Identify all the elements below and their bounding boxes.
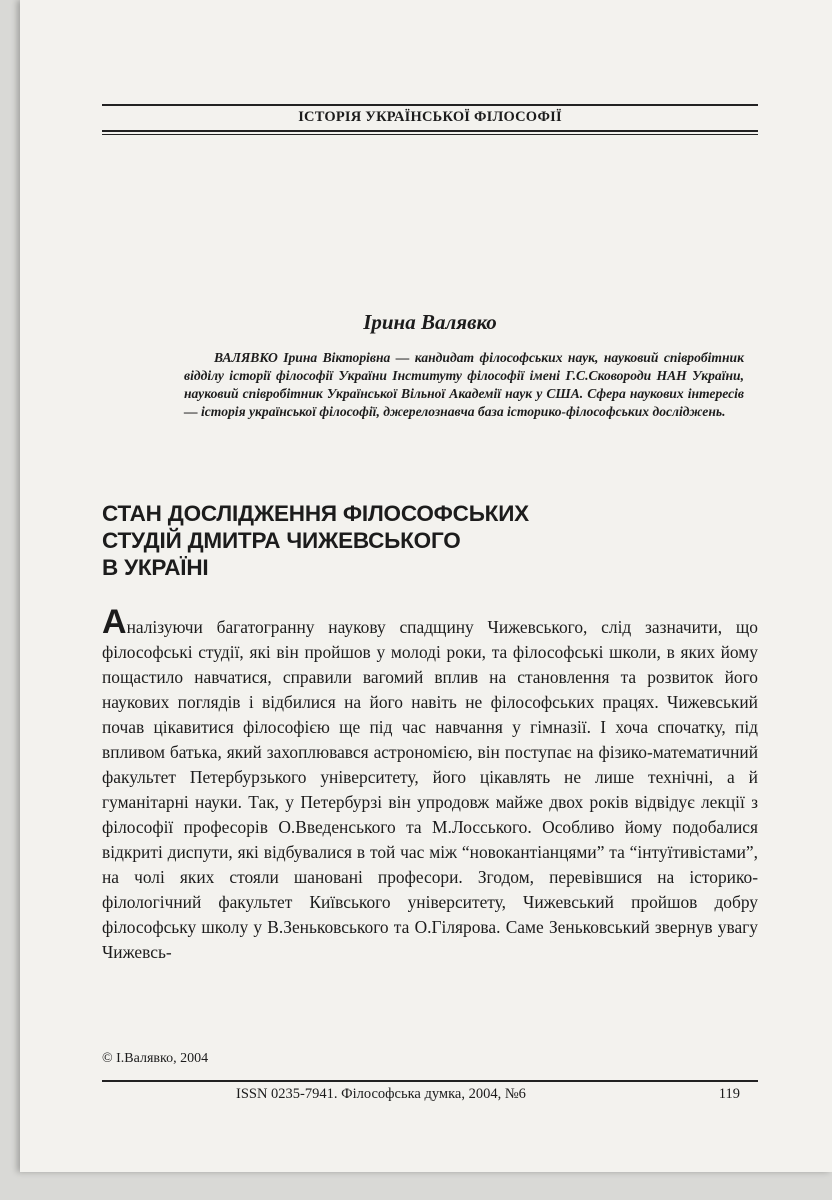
title-line-1: СТАН ДОСЛІДЖЕННЯ ФІЛОСОФСЬКИХ xyxy=(102,501,529,526)
header-rule-bottom xyxy=(102,130,758,132)
title-line-3: В УКРАЇНІ xyxy=(102,555,209,580)
running-head xyxy=(102,104,758,135)
title-line-2: СТУДІЙ ДМИТРА ЧИЖЕВСЬКОГО xyxy=(102,528,461,553)
article-title xyxy=(102,500,758,581)
page-footer xyxy=(102,1086,758,1106)
header-rule-bottom-thin xyxy=(102,134,758,135)
footer-rule xyxy=(102,1080,758,1082)
journal-page xyxy=(20,0,832,1172)
drop-cap: А xyxy=(102,603,127,641)
article-body xyxy=(102,603,758,965)
author-bio: ВАЛЯВКО Ірина Вікторівна — кандидат філософських наук, науковий співробітник відділу історії філософії України Інституту філософії імені Г.С.Сковороди НАН України, науковий співробітник Української Вільної Академії наук у США. Сфера наукових інтересів — історія української філософії, джерелознавча база історико-філософських досліджень. xyxy=(184,350,744,419)
page-number: 119 xyxy=(718,1086,740,1102)
journal-citation: ISSN 0235-7941. Філософська думка, 2004, №6 xyxy=(236,1086,526,1102)
author-name: Ірина Валявко xyxy=(363,310,497,334)
body-paragraph xyxy=(102,603,758,965)
running-head-text: ІСТОРІЯ УКРАЇНСЬКОЇ ФІЛОСОФІЇ xyxy=(298,109,562,125)
body-paragraph-text: налізуючи багатогранну наукову спадщину Чижевського, слід зазначити, що філософські студії, які він пройшов у молоді роки, та філософські школи, в яких йому пощастило навчатися, справили вагомий вплив на становлення та розвиток його наукових поглядів і відбилися на його навіть не філософських працях. Чижевський почав цікавитися філософією ще під час навчання у гімназії. І хоча спочатку, під впливом батька, який захоплювався астрономією, він поступає на фізико-математичний факультет Петербурзького університету, його цікавлять не лише технічні, а й гуманітарні науки. Так, у Петербурзі він упродовж майже двох років відвідує лекції з філософії професорів О.Введенського та М.Лосського. Особливо йому подобалися відкриті диспути, які відбувалися в той час між “новокантіанцями” та “інтуїтивістами”, на чолі яких стояли шановані професори. Згодом, перевівшися на історико-філологічний факультет Київського університету, Чижевський пройшов добру філософську школу у В.Зеньковського та О.Гілярова. Саме Зеньковський звернув увагу Чижевсь- xyxy=(102,617,758,962)
copyright-notice: © І.Валявко, 2004 xyxy=(102,1051,209,1066)
